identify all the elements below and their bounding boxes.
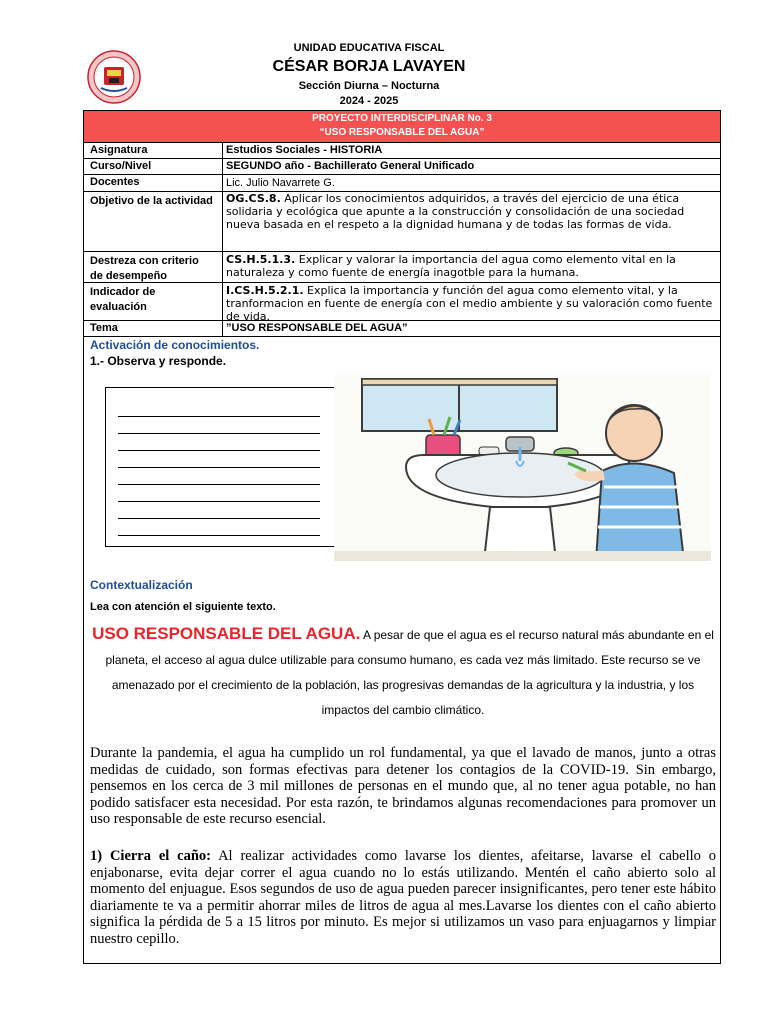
worksheet-frame [83, 110, 721, 964]
activacion-title: Activación de conocimientos. [90, 338, 260, 352]
answer-line[interactable] [118, 518, 320, 519]
tema-value: ”USO RESPONSABLE DEL AGUA” [226, 322, 408, 334]
tip-1-paragraph [90, 848, 716, 947]
indicador-code: I.CS.H.5.2.1. [226, 284, 304, 297]
intro-text: A pesar de que el agua es el recurso natural más abundante en el planeta, el acceso al agua dulce utilizable para consumo humano, es cada vez más limitado. Este recurso se ve amenazado por el crecimiento de la población, las progresivas demandas de la agricultura y la industria, y los impactos del cambio climático. [105, 628, 714, 717]
contextualizacion-title: Contextualización [90, 578, 193, 592]
answer-box[interactable] [105, 387, 335, 547]
school-name: CÉSAR BORJA LAVAYEN [272, 58, 466, 75]
row-docentes [84, 174, 720, 191]
answer-line[interactable] [118, 416, 320, 417]
row-curso [84, 158, 720, 174]
answer-line[interactable] [118, 484, 320, 485]
curso-value: SEGUNDO año - Bachillerato General Unificado [226, 160, 475, 172]
asignatura-label: Asignatura [90, 144, 148, 156]
answer-line[interactable] [118, 467, 320, 468]
document-header [0, 0, 768, 110]
objetivo-label: Objetivo de la actividad [90, 195, 213, 207]
docentes-label: Docentes [90, 176, 140, 188]
reading-instruction: Lea con atención el siguiente texto. [90, 601, 276, 613]
reading-title: USO RESPONSABLE DEL AGUA. [92, 624, 361, 643]
destreza-value [226, 253, 716, 279]
row-asignatura [84, 142, 720, 158]
objetivo-value [226, 192, 716, 231]
row-indicador [84, 282, 720, 323]
docentes-value: Lic. Julio Navarrete G. [226, 177, 335, 189]
destreza-code: CS.H.5.1.3. [226, 253, 296, 266]
tip-1-text: Al realizar actividades como lavarse los dientes, afeitarse, lavarse el cabello o enjabonarse, evita dejar correr el agua cuando no lo estás utilizando. Mentén el caño abierto solo al momento del enjuague. Esos segundos de uso de agua pueden parecer insignificantes, pero tener este hábito diariamente te va a permitir ahorrar miles de litros de agua al mes.Lavarse los dientes con el caño abierto significa la pérdida de 5 a 15 litros por minuto. Es mejor si utilizamos un vaso para enjuagarnos y limpiar nuestro cepillo. [90, 848, 716, 947]
destreza-text: Explicar y valorar la importancia del agua como elemento vital en la naturaleza y como fuente de energía inagotble para la humana. [226, 253, 676, 279]
row-tema [84, 320, 720, 337]
school-type: UNIDAD EDUCATIVA FISCAL [293, 42, 445, 54]
pandemia-paragraph: Durante la pandemia, el agua ha cumplido un rol fundamental, ya que el lavado de manos, junto a otras medidas de cuidado, son formas efectivas para detener los contagios de la COVID-19. Sin embargo, pensemos en los cerca de 3 mil millones de personas en el mundo que, al no tener agua potable, no han podido satisfacer esta necesidad. Por esta razón, te brindamos algunas recomendaciones para promover un uso responsable de este recurso esencial. [90, 745, 716, 827]
answer-line[interactable] [118, 450, 320, 451]
project-banner [84, 111, 720, 142]
destreza-label: Destreza con criterio de desempeño [90, 255, 199, 282]
project-number: PROYECTO INTERDISCIPLINAR No. 3 [312, 113, 492, 124]
indicador-label: Indicador de evaluación [90, 286, 156, 313]
row-objetivo [84, 191, 720, 251]
school-section: Sección Diurna – Nocturna [298, 80, 440, 92]
tip-1-title: 1) Cierra el caño: [90, 848, 212, 864]
activacion-question: 1.- Observa y responde. [90, 354, 227, 368]
row-destreza [84, 251, 720, 282]
indicador-value [226, 284, 716, 323]
asignatura-value: Estudios Sociales - HISTORIA [226, 144, 383, 156]
objetivo-text: Aplicar los conocimientos adquiridos, a través del ejercicio de una ética solidaria y ecológica que apunte a la construcción y consolidación de una sociedad nueva basada en el respeto a la dignidad humana y de todas las formas de vida. [226, 192, 685, 231]
tema-label: Tema [90, 322, 118, 334]
school-year: 2024 - 2025 [339, 95, 399, 107]
child-washing-illustration [334, 375, 711, 561]
answer-line[interactable] [118, 535, 320, 536]
answer-line[interactable] [118, 433, 320, 434]
answer-line[interactable] [118, 501, 320, 502]
project-title: “USO RESPONSABLE DEL AGUA” [319, 127, 485, 138]
objetivo-code: OG.CS.8. [226, 192, 281, 205]
intro-paragraph [92, 621, 714, 723]
curso-label: Curso/Nivel [90, 160, 152, 172]
indicador-text: Explica la importancia y función del agua como elemento vital, y la tranformacion en fuente de energía con el medio ambiente y su valoración como fuente de vida. [226, 284, 713, 323]
